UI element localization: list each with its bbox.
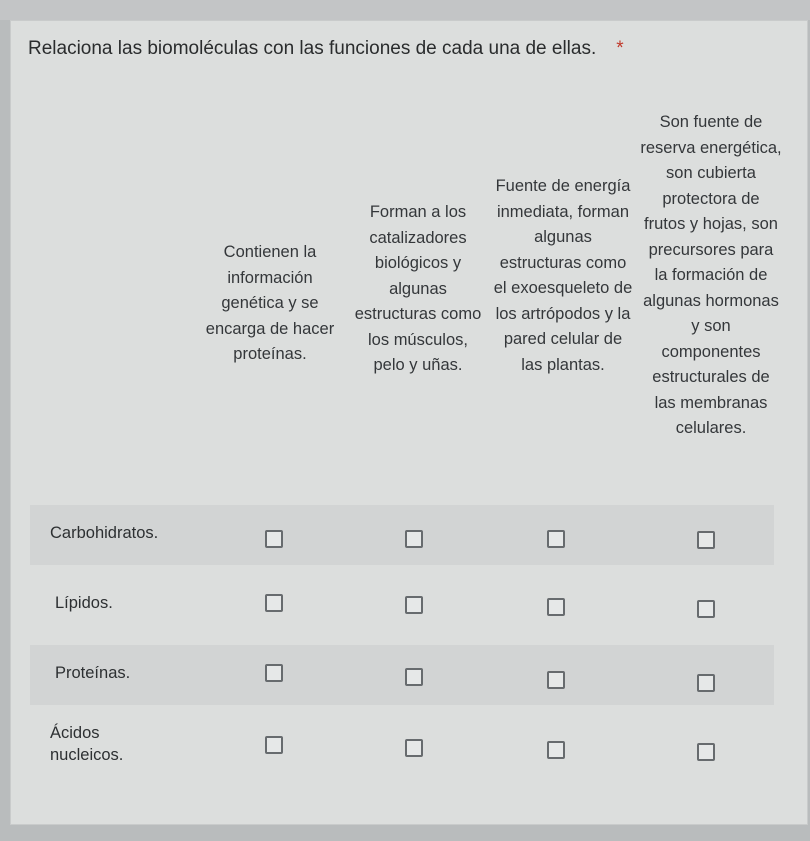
required-asterisk: * [616,38,624,59]
column-header-4: Son fuente de reserva energética, son cubierta protectora de frutos y hojas, son precursores para la formación de algunas hormonas y son componentes estructurales de las membranas celulares. [640,113,782,437]
checkbox-lipidos-col2[interactable] [405,596,423,614]
row-label-lipidos: Lípidos. [55,594,113,612]
row-label-carbohidratos: Carbohidratos. [50,524,159,542]
row-label-acidos-nucleicos: Ácidos nucleicos. [50,724,124,764]
checkbox-carbohidratos-col4[interactable] [697,531,715,549]
checkbox-acidos-nucleicos-col4[interactable] [697,743,715,761]
checkbox-acidos-nucleicos-col1[interactable] [265,736,283,754]
checkbox-proteinas-col2[interactable] [405,668,423,686]
column-header-1: Contienen la información genética y se encarga de hacer proteínas. [205,243,335,363]
checkbox-proteinas-col1[interactable] [265,664,283,682]
checkbox-lipidos-col1[interactable] [265,594,283,612]
checkbox-carbohidratos-col3[interactable] [547,530,565,548]
row-label-proteinas: Proteínas. [55,664,131,682]
column-header-3: Fuente de energía inmediata, forman algunas estructuras como el exoesqueleto de los artrópodos y la pared celular de las plantas. [493,177,633,374]
checkbox-proteinas-col4[interactable] [697,674,715,692]
checkbox-lipidos-col4[interactable] [697,600,715,618]
checkbox-carbohidratos-col2[interactable] [405,530,423,548]
checkbox-acidos-nucleicos-col3[interactable] [547,741,565,759]
top-bar [0,0,810,20]
question-text: Relaciona las biomoléculas con las funciones de cada una de ellas. [28,38,597,59]
checkbox-proteinas-col3[interactable] [547,671,565,689]
checkbox-acidos-nucleicos-col2[interactable] [405,739,423,757]
checkbox-carbohidratos-col1[interactable] [265,530,283,548]
row-band-3 [30,645,774,705]
column-header-2: Forman a los catalizadores biológicos y algunas estructuras como los músculos, pelo y uñas. [354,203,482,374]
question-title [28,38,624,60]
checkbox-lipidos-col3[interactable] [547,598,565,616]
